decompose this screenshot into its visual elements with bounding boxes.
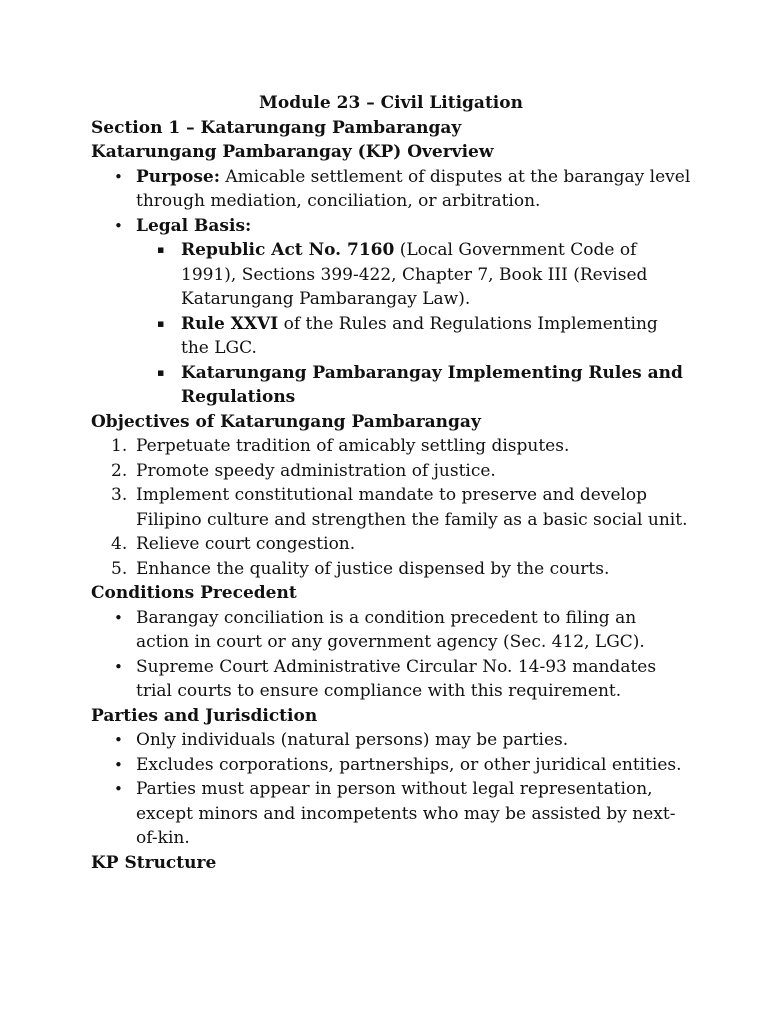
objective-item xyxy=(111,532,691,557)
objective-text: Relieve court congestion. xyxy=(136,534,356,554)
condition-item: • Supreme Court Administrative Circular No. 14-93 mandates trial courts to ensure compliance with this requirement. xyxy=(136,655,691,704)
objective-number: 1. xyxy=(111,436,128,456)
parties-list xyxy=(91,728,691,851)
objective-item xyxy=(111,434,691,459)
objective-number: 5. xyxy=(111,558,128,579)
party-item: • Parties must appear in person without legal representation, except minors and incompetents who may be assisted by next-of-kin. xyxy=(136,777,691,851)
kp-structure-heading: KP Structure xyxy=(91,852,217,873)
legal-basis-item-ra7160 xyxy=(181,238,691,312)
objectives-heading: Objectives of Katarungang Pambarangay xyxy=(91,411,481,432)
objective-text: Promote speedy administration of justice. xyxy=(136,460,496,481)
conditions-list xyxy=(91,606,691,704)
party-item: • Only individuals (natural persons) may be parties. xyxy=(136,728,691,753)
objective-text: Enhance the quality of justice dispensed by the courts. xyxy=(136,558,610,579)
condition-item: • Barangay conciliation is a condition precedent to filing an action in court or any government agency (Sec. 412, LGC). xyxy=(136,606,691,655)
document-page xyxy=(91,91,691,875)
legal-basis-text: of the Rules and Regulations Implementing the LGC. xyxy=(181,313,658,358)
objective-text: Implement constitutional mandate to preserve and develop Filipino culture and strengthen the family as a basic social unit. xyxy=(136,485,688,530)
legal-basis-bold: Rule XXVI xyxy=(181,313,279,334)
section-heading: Section 1 – Katarungang Pambarangay xyxy=(91,117,462,138)
legal-basis-item-irr xyxy=(181,361,691,410)
objective-item xyxy=(111,483,691,532)
legal-basis-bold: Katarungang Pambarangay Implementing Rules and Regulations xyxy=(181,362,683,407)
legal-basis-item xyxy=(136,214,691,410)
party-item: • Excludes corporations, partnerships, or other juridical entities. xyxy=(136,753,691,778)
purpose-text: Amicable settlement of disputes at the barangay level through mediation, conciliation, or arbitration. xyxy=(136,166,691,211)
legal-basis-item-rule-xxvi xyxy=(181,312,691,361)
objective-number: 3. xyxy=(111,485,128,505)
objectives-list xyxy=(91,434,691,581)
objective-text: Perpetuate tradition of amicably settling disputes. xyxy=(136,436,570,456)
parties-heading: Parties and Jurisdiction xyxy=(91,705,318,726)
legal-basis-text: (Local Government Code of 1991), Sections 399-422, Chapter 7, Book III (Revised Katarungang Pambarangay Law). xyxy=(181,240,648,309)
module-title: Module 23 – Civil Litigation xyxy=(259,93,523,113)
objective-number: 2. xyxy=(111,460,128,481)
objective-number: 4. xyxy=(111,534,128,554)
purpose-item xyxy=(136,165,691,214)
legal-basis-bold: Republic Act No. 7160 xyxy=(181,240,395,260)
overview-list xyxy=(91,165,691,410)
objective-item xyxy=(111,557,691,582)
conditions-heading: Conditions Precedent xyxy=(91,583,297,603)
overview-heading: Katarungang Pambarangay (KP) Overview xyxy=(91,142,494,162)
objective-item xyxy=(111,459,691,484)
purpose-label: Purpose: xyxy=(136,166,220,187)
legal-basis-label: Legal Basis: xyxy=(136,215,252,236)
legal-basis-list xyxy=(136,238,691,410)
